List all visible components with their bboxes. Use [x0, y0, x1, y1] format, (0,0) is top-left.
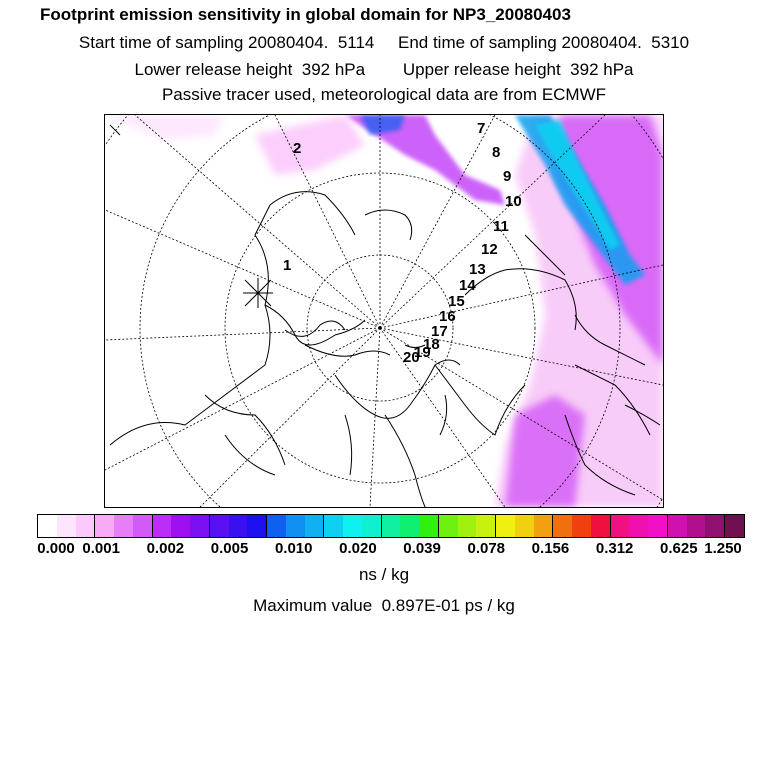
color-scale-cell — [572, 515, 591, 537]
color-scale-cell — [687, 515, 706, 537]
color-scale-bar — [37, 514, 745, 538]
color-scale-cell — [324, 515, 343, 537]
color-scale-cell — [382, 515, 401, 537]
color-scale-cell — [534, 515, 554, 537]
color-scale-cell — [439, 515, 458, 537]
track-label: 8 — [492, 144, 501, 161]
color-scale-cell — [229, 515, 248, 537]
track-label: 7 — [477, 120, 486, 137]
color-scale-cell — [133, 515, 153, 537]
color-scale-cell — [611, 515, 630, 537]
color-scale-cell — [343, 515, 362, 537]
track-label: 13 — [469, 261, 486, 278]
color-scale-tick-label: 0.078 — [467, 540, 506, 557]
track-label: 20 — [403, 349, 420, 366]
color-scale-cell — [267, 515, 286, 537]
color-scale-cell — [362, 515, 382, 537]
track-label: 2 — [293, 140, 302, 157]
color-scale-cell — [153, 515, 172, 537]
color-scale-cell — [247, 515, 267, 537]
color-scale-tick-label: 0.000 — [37, 540, 75, 557]
color-scale-cell — [458, 515, 477, 537]
sensitivity-field — [105, 115, 663, 507]
color-scale-cell — [400, 515, 419, 537]
track-label: 17 — [431, 323, 448, 340]
sampling-time-line: Start time of sampling 20080404. 5114 End time of sampling 20080404. 5310 — [78, 33, 690, 52]
color-scale-cell — [305, 515, 325, 537]
color-scale-cell — [553, 515, 572, 537]
track-label: 1 — [283, 257, 292, 274]
track-label: 16 — [439, 308, 456, 325]
maximum-value-label: Maximum value 0.897E-01 ps / kg — [253, 596, 515, 615]
color-scale-tick-label: 0.625 — [660, 540, 698, 557]
color-scale-tick-label: 0.010 — [274, 540, 313, 557]
track-label: 14 — [459, 277, 476, 294]
color-scale-cell — [38, 515, 57, 537]
color-scale-cell — [210, 515, 229, 537]
color-scale-cell — [57, 515, 76, 537]
map-panel — [104, 114, 664, 508]
color-scale-tick-label: 0.005 — [210, 540, 249, 557]
plot-title: Footprint emission sensitivity in global domain for NP3_20080403 — [40, 5, 571, 24]
color-scale-tick-label: 0.002 — [146, 540, 185, 557]
color-scale-cell — [171, 515, 190, 537]
color-scale-cell — [286, 515, 305, 537]
release-height-line: Lower release height 392 hPa Upper release height 392 hPa — [134, 60, 634, 79]
track-label: 18 — [423, 336, 440, 353]
track-label: 10 — [505, 193, 522, 210]
color-scale-tick-label: 0.020 — [339, 540, 377, 557]
track-label: 15 — [448, 293, 465, 310]
track-label: 11 — [493, 218, 509, 235]
color-scale-cell — [114, 515, 133, 537]
unit-label: ns / kg — [358, 565, 410, 584]
polar-map — [105, 115, 663, 507]
color-scale-tick-label: 0.312 — [595, 540, 634, 557]
color-scale-tick-label: 0.039 — [403, 540, 441, 557]
track-label: 12 — [481, 241, 498, 258]
tracer-info-line: Passive tracer used, meteorological data are from ECMWF — [161, 85, 607, 104]
color-scale-cell — [629, 515, 648, 537]
color-scale-cell — [515, 515, 534, 537]
color-scale-cell — [476, 515, 496, 537]
color-scale-cell — [76, 515, 96, 537]
release-point-marker — [243, 278, 273, 308]
color-scale-cell — [591, 515, 611, 537]
color-scale-cell — [648, 515, 668, 537]
color-scale-cell — [496, 515, 515, 537]
color-scale-cell — [705, 515, 725, 537]
color-scale-cell — [419, 515, 439, 537]
color-scale-tick-label: 0.001 — [82, 540, 120, 557]
color-scale-cell — [190, 515, 210, 537]
track-label: 19 — [414, 344, 431, 361]
color-scale-tick-label: 0.156 — [531, 540, 570, 557]
color-scale-cell — [668, 515, 687, 537]
color-scale-cell — [95, 515, 114, 537]
color-scale-cell — [725, 515, 744, 537]
track-label: 9 — [503, 168, 512, 185]
color-scale-tick-label: 1.250 — [704, 540, 742, 557]
